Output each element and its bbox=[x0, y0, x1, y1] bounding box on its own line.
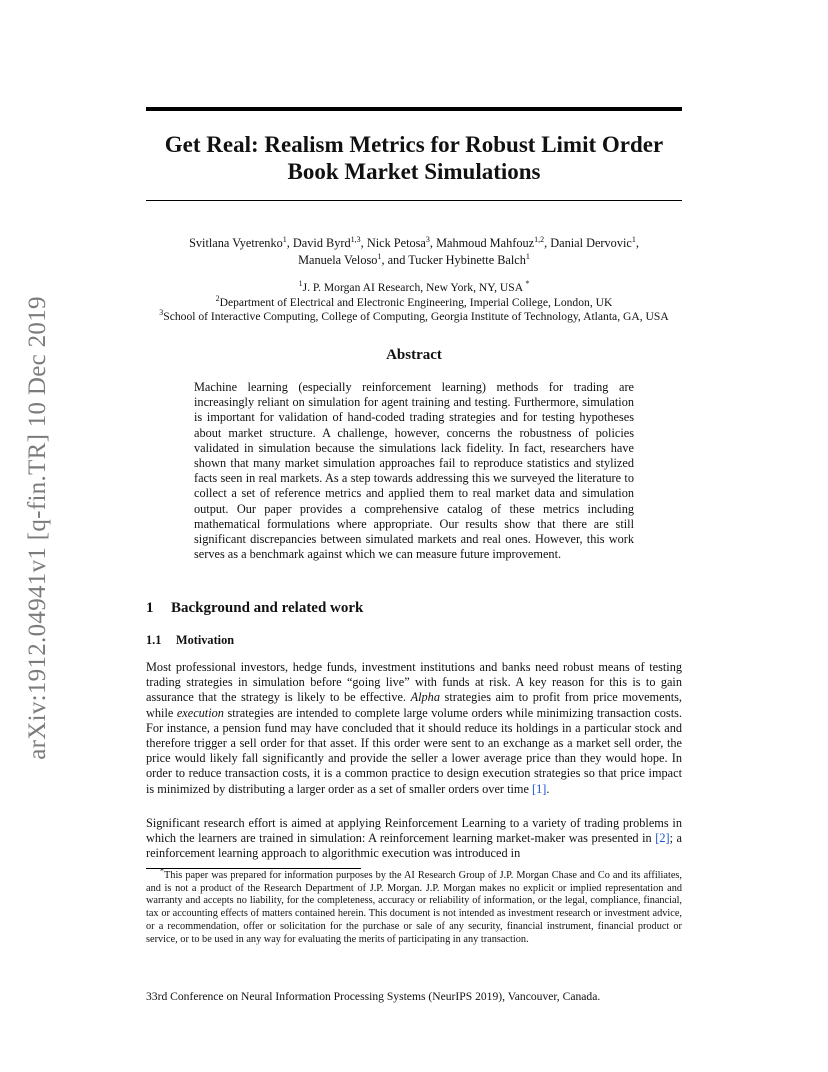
section-number: 1 bbox=[146, 600, 154, 616]
author-name: Nick Petosa bbox=[366, 236, 426, 250]
author-name: Manuela Veloso bbox=[298, 253, 378, 267]
abstract-heading: Abstract bbox=[386, 347, 442, 363]
author-name: Tucker Hybinette Balch bbox=[408, 253, 526, 267]
abstract-body: Machine learning (especially reinforcement learning) methods for trading are increasingly reliant on simulation for agent training and testing. Furthermore, simulation is important for validation of hand-coded trading strategies and for testing hypotheses about market structure. A challenge, however, concerns the robustness of policies validated in simulation because the simulations lack fidelity. In fact, researchers have shown that many market simulation approaches fail to reproduce statistics and stylized facts seen in real markets. As a step towards addressing this we surveyed the literature to collect a set of reference metrics and applied them to real market data and simulation output. Our paper provides a comprehensive catalog of these metrics including mathematical formulations where appropriate. Our results show that there are still significant discrepancies between simulated markets and real ones. However, this work serves as a benchmark against which we can measure future improvement. bbox=[194, 380, 634, 562]
conference-note: 33rd Conference on Neural Information Processing Systems (NeurIPS 2019), Vancouver, Canada. bbox=[146, 990, 601, 1003]
author-name: Danial Dervovic bbox=[550, 236, 632, 250]
emphasis-alpha: Alpha bbox=[410, 690, 440, 705]
author-affiliation-mark: 1,2 bbox=[534, 234, 545, 244]
paper-title bbox=[146, 131, 682, 185]
citation-link-2[interactable]: [2] bbox=[655, 831, 670, 846]
author-name: Mahmoud Mahfouz bbox=[436, 236, 535, 250]
subsection-number: 1.1 bbox=[146, 633, 162, 647]
author-affiliation-mark: 1 bbox=[282, 234, 287, 244]
author-affiliation-mark: 1 bbox=[631, 234, 636, 244]
footnote-mark: * bbox=[160, 866, 164, 876]
section-heading bbox=[146, 600, 363, 617]
author-affiliation-mark: 1,3 bbox=[350, 234, 361, 244]
author-affiliation-mark: 1 bbox=[377, 251, 382, 261]
body-paragraph-1: Most professional investors, hedge funds, investment institutions and banks need robust means of testing trading strategies in simulation before “going live” with funds at risk. A key reason for this is to gain assurance that the strategy is likely to be effective. Alpha strategies aim to profit from price movements, while execution strategies are intended to complete large volume orders while minimizing transaction costs. For instance, a pension fund may have concluded that it should reduce its holdings in a particular stock and therefore trigger a sell order for that asset. If this order were sent to an exchange as a market sell order, the price would likely fall significantly and provide the seller a lower average price than they would hope. In order to reduce transaction costs, it is a common practice to design execution strategies so that price impact is minimized by distributing a larger order as a set of smaller orders over time [1]. bbox=[146, 660, 682, 796]
body-paragraph-2: Significant research effort is aimed at applying Reinforcement Learning to a variety of trading problems in which the learners are trained in simulation: A reinforcement learning market-maker was presented in [2]; a reinforcement learning approach to algorithmic execution was introduced in bbox=[146, 816, 682, 861]
title-bottom-rule bbox=[146, 200, 682, 201]
footnote-text: This paper was prepared for information purposes by the AI Research Group of J.P. Morgan Chase and Co and its affiliates, and is not a product of the Research Department of J.P. Morgan. J.P. Morgan makes no explicit or implied representation and warranty and accepts no liability, for the completeness, accuracy or reliability of information, or the legal, compliance, financial, tax or accounting effects of matters contained herein. This document is not intended as investment research or investment advice, or a recommendation, offer or solicitation for the purchase or sale of any security, financial instrument, financial product or service, or to be used in any way for evaluating the merits of participating in any transaction. bbox=[146, 870, 682, 945]
title-line-1: Get Real: Realism Metrics for Robust Limit Order bbox=[164, 132, 664, 157]
affiliation-2: $^2$Department of Electrical and Electronic Engineering, Imperial College, London, UK bbox=[215, 293, 613, 309]
author-list: Svitlana Vyetrenko$^1$, David Byrd$^{1,3}$, Nick Petosa$^3$, Mahmoud Mahfouz$^{1,2}$, Danial Dervovic$^1$, Manuela Veloso$^1$, and Tucker Hybinette Balch$^1$ bbox=[189, 234, 639, 267]
citation-link-1[interactable]: [1] bbox=[532, 781, 547, 796]
affiliation-1: $^1$J. P. Morgan AI Research, New York, NY, USA * bbox=[298, 279, 530, 294]
author-name: David Byrd bbox=[292, 236, 351, 250]
author-affiliation-mark: 1 bbox=[525, 251, 530, 261]
subsection-title: Motivation bbox=[176, 633, 235, 647]
title-line-2: Book Market Simulations bbox=[287, 159, 541, 184]
section-title: Background and related work bbox=[171, 600, 364, 616]
footnote bbox=[146, 866, 682, 946]
affiliation-3: $^3$School of Interactive Computing, College of Computing, Georgia Institute of Technology, Atlanta, GA, USA bbox=[159, 308, 669, 323]
title-top-rule bbox=[146, 107, 682, 111]
affiliation-list bbox=[130, 281, 698, 325]
footnote-rule bbox=[146, 868, 361, 869]
subsection-heading bbox=[146, 633, 234, 648]
author-name: Svitlana Vyetrenko bbox=[189, 236, 283, 250]
emphasis-execution: execution bbox=[176, 705, 224, 720]
arxiv-identifier-watermark: arXiv:1912.04941v1 [q-fin.TR] 10 Dec 2019 bbox=[24, 296, 51, 760]
author-affiliation-mark: 3 bbox=[425, 234, 430, 244]
